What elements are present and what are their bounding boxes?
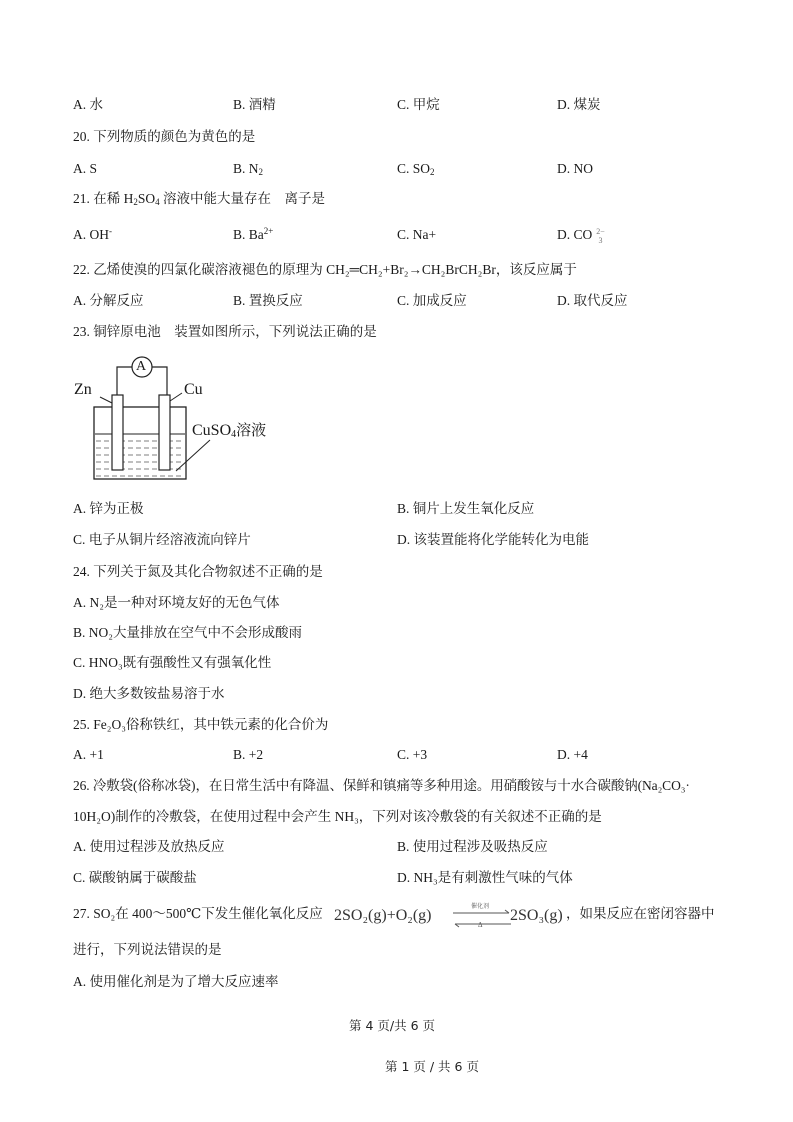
q26-option-b: B. 使用过程涉及吸热反应	[397, 839, 548, 854]
q25-option-d: D. +4	[557, 747, 588, 762]
q26-stem-line2: 10H₂O)制作的冷敷袋，在使用过程中会产生 NH₃，下列对该冷敷袋的有关叙述不正确的是	[73, 809, 602, 824]
q21-option-c: C. Na+	[397, 227, 437, 242]
outer-page-number: 第 1 页 / 共 6 页	[385, 1059, 479, 1074]
q27-stem-suffix: ，如果反应在密闭容器中	[566, 906, 715, 921]
q24-option-a: A. N₂是一种对环境友好的无色气体	[73, 595, 280, 610]
q19-option-c: C. 甲烷	[397, 97, 440, 112]
q25-option-c: C. +3	[397, 747, 428, 762]
q24-option-b: B. NO₂大量排放在空气中不会形成酸雨	[73, 625, 302, 640]
q24-stem: 24. 下列关于氮及其化合物叙述不正确的是	[73, 564, 323, 579]
q19-option-a: A. 水	[73, 97, 103, 112]
q27-option-a: A. 使用催化剂是为了增大反应速率	[73, 974, 279, 989]
cu-electrode-label: Cu	[184, 381, 203, 398]
heat-label: Δ	[478, 921, 483, 929]
q21-option-d: D. CO 2− 3	[557, 226, 605, 245]
q20-option-b: B. $N_2$	[233, 161, 264, 177]
galvanic-cell-diagram	[72, 355, 292, 480]
q20-option-a: A. S	[73, 161, 98, 176]
q23-option-c: C. 电子从铜片经溶液流向锌片	[73, 532, 251, 547]
q24-option-d: D. 绝大多数铵盐易溶于水	[73, 686, 225, 701]
q26-option-d: D. NH₃是有刺激性气味的气体	[397, 870, 573, 885]
zn-electrode-label: Zn	[74, 381, 92, 398]
catalyst-label: 催化剂	[471, 903, 490, 910]
q21-option-b: B. $Ba^{2+}$	[233, 226, 274, 242]
solution-label: CuSO$_4$溶液	[192, 421, 267, 440]
q25-option-b: B. +2	[233, 747, 264, 762]
q23-option-a: A. 锌为正极	[73, 501, 144, 516]
q20-stem: 20. 下列物质的颜色为黄色的是	[73, 129, 256, 144]
q20-option-c: C. $SO_2$	[397, 161, 435, 177]
q25-option-a: A. +1	[73, 747, 104, 762]
q27-equation	[334, 901, 574, 933]
q27-stem-prefix: 27. SO₂在 400～500℃下发生催化氧化反应	[73, 906, 323, 921]
q25-stem: 25. Fe₂O₃俗称铁红，其中铁元素的化合价为	[73, 717, 329, 732]
q21-option-a: A. OH-	[73, 226, 112, 242]
q20-option-d: D. NO	[557, 161, 593, 176]
q24-option-c: C. HNO₃既有强酸性又有强氧化性	[73, 655, 272, 670]
q23-option-d: D. 该装置能将化学能转化为电能	[397, 532, 589, 547]
q22-option-a: A. 分解反应	[73, 293, 144, 308]
equation-reactants: 2SO₂(g)+O₂(g)	[334, 907, 432, 924]
ammeter-label: A	[136, 359, 147, 374]
inner-page-number: 第 4 页/共 6 页	[349, 1018, 436, 1033]
q22-option-d: D. 取代反应	[557, 293, 628, 308]
galvanic-cell-drawing	[72, 355, 292, 480]
q23-option-b: B. 铜片上发生氧化反应	[397, 501, 535, 516]
q26-option-a: A. 使用过程涉及放热反应	[73, 839, 225, 854]
q22-stem: 22. 乙烯使溴的四氯化碳溶液褪色的原理为 CH₂═CH₂+Br₂→CH₂BrCH₂Br，该反应属于	[73, 262, 577, 277]
q22-option-b: B. 置换反应	[233, 293, 303, 308]
q27-stem-line2: 进行，下列说法错误的是	[73, 942, 222, 957]
q23-stem: 23. 铜锌原电池 装置如图所示，下列说法正确的是	[73, 324, 377, 339]
q22-option-c: C. 加成反应	[397, 293, 467, 308]
q21-stem: 21. 在稀 $H_2SO_4$ 溶液中能大量存在 离子是	[73, 191, 326, 207]
equation-products: 2SO₃(g)	[510, 907, 563, 924]
q19-option-b: B. 酒精	[233, 97, 276, 112]
q19-option-d: D. 煤炭	[557, 97, 601, 112]
q26-stem-line1: 26. 冷敷袋(俗称冰袋)，在日常生活中有降温、保鲜和镇痛等多种用途。用硝酸铵与十水合碳酸钠(Na₂CO₃·	[73, 778, 690, 793]
q26-option-c: C. 碳酸钠属于碳酸盐	[73, 870, 197, 885]
